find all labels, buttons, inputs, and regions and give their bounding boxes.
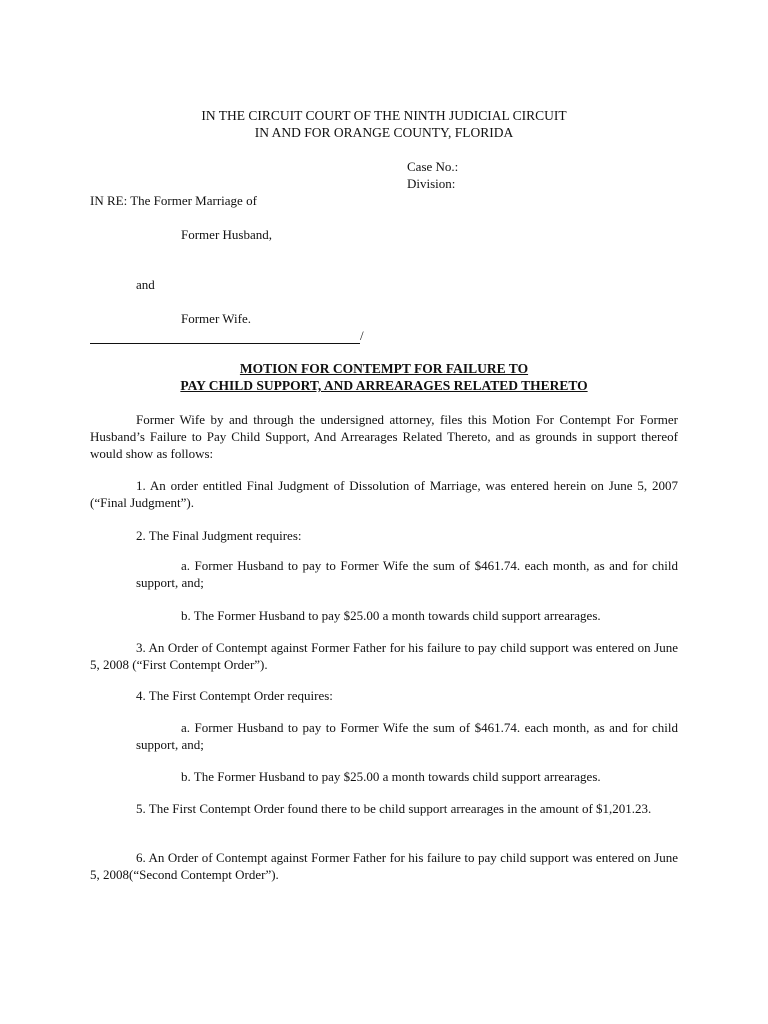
former-wife-party: Former Wife. [181,311,251,326]
paragraph-3: 3. An Order of Contempt against Former Father for his failure to pay child support was entered on June 5, 2008 (“First Contempt Order”). [90,640,678,672]
paragraph-5: 5. The First Contempt Order found there to be child support arrearages in the amount of $1,201.23. [136,801,652,816]
paragraph-2: 2. The Final Judgment requires: [136,528,302,543]
caption-slash: / [360,328,364,343]
division-label: Division: [407,176,456,191]
caption-separator-line [90,335,360,344]
in-re-line: IN RE: The Former Marriage of [90,193,257,208]
paragraph-1: 1. An order entitled Final Judgment of Dissolution of Marriage, was entered herein on June 5, 2007 (“Final Judgment”). [90,478,678,510]
paragraph-4b: b. The Former Husband to pay $25.00 a month towards child support arrearages. [181,769,601,784]
paragraph-2a: a. Former Husband to pay to Former Wife the sum of $461.74. each month, as and for child support, and; [136,558,678,590]
motion-title-line1: MOTION FOR CONTEMPT FOR FAILURE TO [239,361,529,376]
paragraph-2b: b. The Former Husband to pay $25.00 a month towards child support arrearages. [181,608,601,623]
court-county-line: IN AND FOR ORANGE COUNTY, FLORIDA [254,125,514,140]
former-husband-party: Former Husband, [181,227,272,242]
and-conjunction: and [136,277,155,292]
intro-paragraph: Former Wife by and through the undersigned attorney, files this Motion For Contempt For Former Husband’s Failure to Pay Child Support, And Arrearages Related Thereto, and as grounds in support thereof would show as follows: [90,412,678,461]
paragraph-4a: a. Former Husband to pay to Former Wife the sum of $461.74. each month, as and for child support, and; [136,720,678,752]
court-name-line: IN THE CIRCUIT COURT OF THE NINTH JUDICIAL CIRCUIT [201,108,567,123]
motion-title-line2: PAY CHILD SUPPORT, AND ARREARAGES RELATED THERETO [180,378,588,393]
paragraph-6: 6. An Order of Contempt against Former Father for his failure to pay child support was entered on June 5, 2008(“Second Contempt Order”). [90,850,678,882]
case-number-label: Case No.: [407,159,459,174]
paragraph-4: 4. The First Contempt Order requires: [136,688,333,703]
